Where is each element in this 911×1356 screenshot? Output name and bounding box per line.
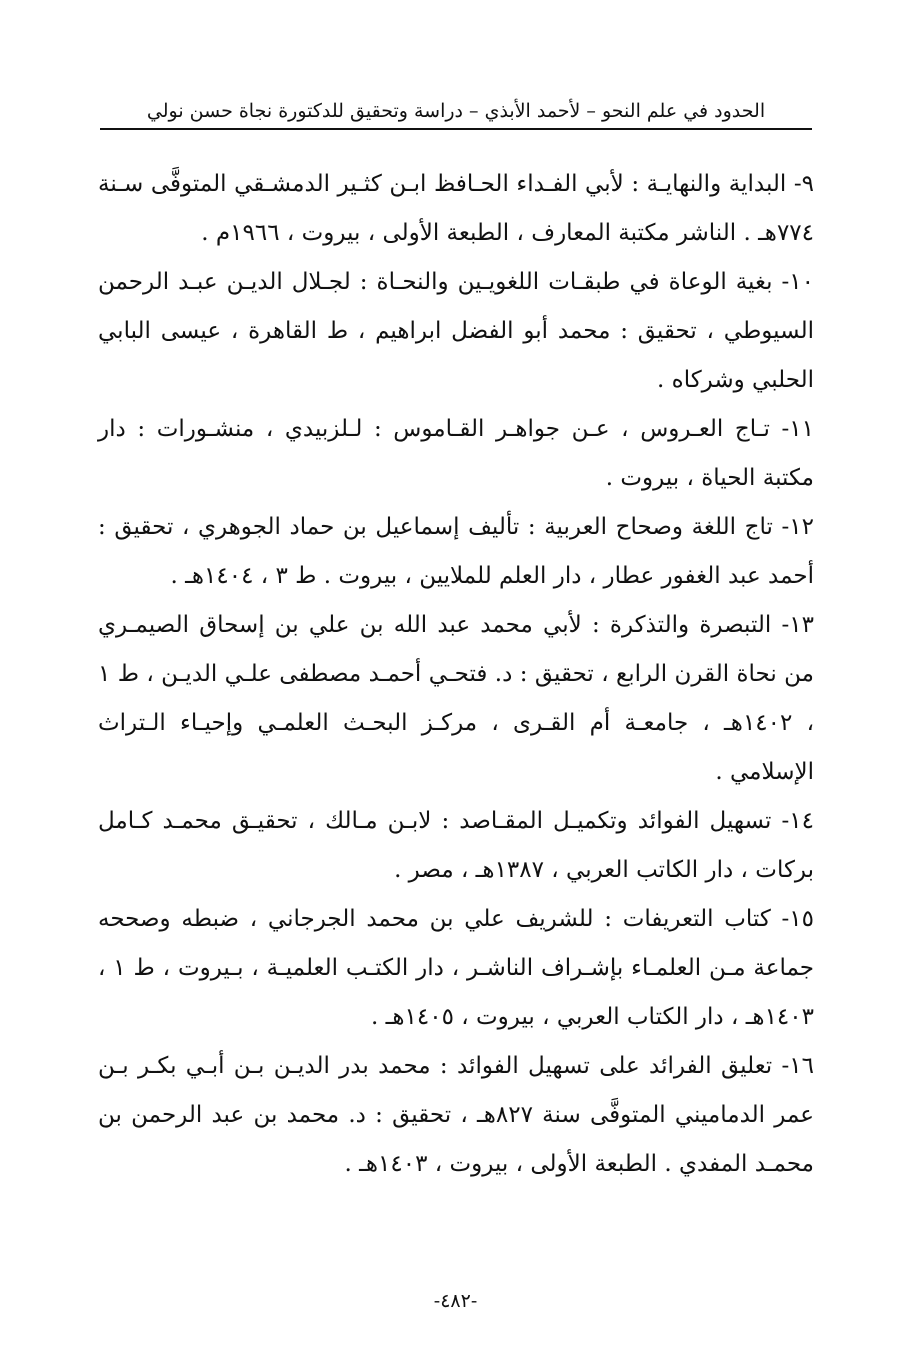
bibliography-entry-12: ١٢- تاج اللغة وصحاح العربية : تأليف إسماعيل بن حماد الجوهري ، تحقيق : أحمد عبد الغفور عطار ، دار العلم للملايين ، بيروت . ط ٣ ، ١٤٠٤هـ . [98,514,814,589]
bibliography-entry-14: ١٤- تسهيل الفوائد وتكميـل المقـاصد : لابـن مـالك ، تحقيـق محمـد كـامل بركات ، دار الكاتب العربي ، ١٣٨٧هـ ، مصر . [98,808,814,883]
bibliography-entry-11: ١١- تـاج العـروس ، عـن جواهـر القـاموس : لـلزبيدي ، منشـورات : دار مكتبة الحياة ، بيروت . [98,416,814,491]
bibliography-entry-16: ١٦- تعليق الفرائد على تسهيل الفوائد : محمد بدر الديـن بـن أبـي بكـر بـن عمر الدماميني المتوفَّى سنة ٨٢٧هـ ، تحقيق : د. محمد بن عبد الرحمن بن محمـد المفدي . الطبعة الأولى ، بيروت ، ١٤٠٣هـ . [98,1053,814,1177]
running-header: الحدود في علم النحو – لأحمد الأبذي – دراسة وتحقيق للدكتورة نجاة حسن نولي [146,100,766,122]
bibliography-entry-10: ١٠- بغية الوعاة في طبقـات اللغويـين والنحـاة : لجـلال الديـن عبـد الرحمن السيوطي ، تحقيق : محمد أبو الفضل ابراهيم ، ط القاهرة ، عيسى البابي الحلبي وشركاه . [98,269,814,393]
bibliography-entry-9: ٩- البداية والنهايـة : لأبي الفـداء الحـافظ ابـن كثـير الدمشـقي المتوفَّى سـنة ٧٧٤هـ . الناشر مكتبة المعارف ، الطبعة الأولى ، بيروت ، ١٩٦٦م . [98,171,814,246]
bibliography-entry-15: ١٥- كتاب التعريفات : للشريف علي بن محمد الجرجاني ، ضبطه وصححه جماعة مـن العلمـاء بإشـراف الناشـر ، دار الكتـب العلميـة ، بـيروت ، ط ١ ، ١٤٠٣هـ ، دار الكتاب العربي ، بيروت ، ١٤٠٥هـ . [98,906,814,1030]
header-rule [100,128,812,130]
bibliography-list [98,160,814,1189]
bibliography-entry-13: ١٣- التبصرة والتذكرة : لأبي محمد عبد الله بن علي بن إسحاق الصيمـري من نحاة القرن الرابع ، تحقيق : د. فتحـي أحمـد مصطفى علـي الديـن ، ط ١ ، ١٤٠٢هـ ، جامعـة أم القـرى ، مركـز البحـث العلمـي وإحيـاء الـتراث الإسلامي . [98,612,814,785]
page-number: -٤٨٢- [433,1290,478,1312]
